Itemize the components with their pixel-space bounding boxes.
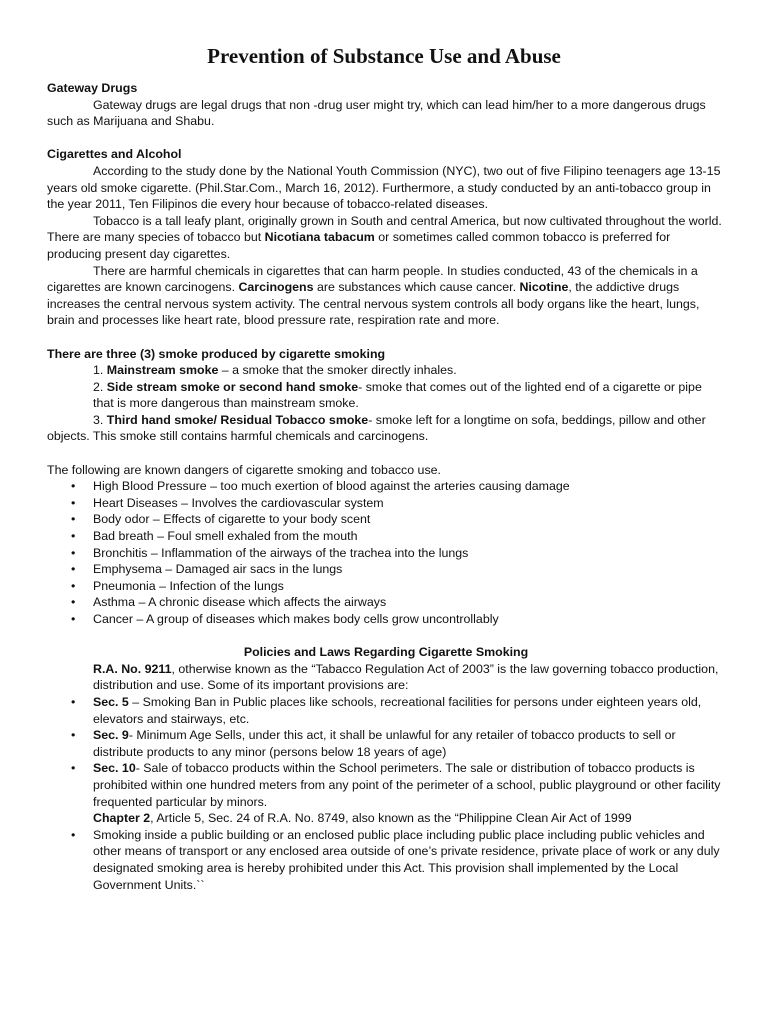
list-item: • Bronchitis – Inflammation of the airways of the trachea into the lungs — [47, 545, 725, 562]
list-item: • Heart Diseases – Involves the cardiovascular system — [47, 495, 725, 512]
cigarettes-paragraph-1: According to the study done by the National Youth Commission (NYC), two out of five Filipino teenagers age 13-15 years old smoke cigarette. (Phil.Star.Com., March 16, 2012). Furthermore, a study conducted by an anti-tobacco group in the year 2011, Ten Filipinos die every hour because of tobacco-related diseases. — [47, 163, 721, 212]
smoke-type-item: 1. Mainstream smoke – a smoke that the smoker directly inhales. — [93, 363, 457, 378]
dangers-intro: The following are known dangers of cigarette smoking and tobacco use. — [47, 462, 441, 477]
list-item: • Sec. 10- Sale of tobacco products within the School perimeters. The sale or distribution of tobacco products is prohibited within one hundred meters from any point of the perimeter of a school, public playground or other facility frequented particular by minors. — [47, 760, 725, 810]
cigarettes-paragraph-3: There are harmful chemicals in cigarettes that can harm people. In studies conducted, 43 of the chemicals in a cigarettes are known carcinogens. Carcinogens are substances which cause cancer. Nicotine, the addictive drugs increases the central nervous system activity. The central nervous system controls all body organs like the heart, lungs, brain and processes like heart rate, blood pressure rate, respiration rate and more. — [47, 263, 700, 328]
smoke-type-item: 3. Third hand smoke/ Residual Tobacco smoke- smoke left for a longtime on sofa, beddings, pillow and other objects. This smoke still contains harmful chemicals and carcinogens. — [47, 412, 706, 444]
provisions-list — [47, 694, 725, 810]
cigarettes-heading: Cigarettes and Alcohol — [47, 147, 182, 162]
list-item: • Pneumonia – Infection of the lungs — [47, 578, 725, 595]
list-item: • Asthma – A chronic disease which affects the airways — [47, 594, 725, 611]
list-item: • Smoking inside a public building or an enclosed public place including public place including public vehicles and other means of transport or any enclosed area outside of one’s private residence, private place of work or any duly designated smoking area is hereby prohibited under this Act. This provision shall implemented by the Local Government Units.`` — [47, 827, 725, 893]
gateway-heading: Gateway Drugs — [47, 81, 138, 95]
ra-9211-paragraph: R.A. No. 9211, otherwise known as the “Tabacco Regulation Act of 2003” is the law governing tobacco production, distribution and use. Some of its important provisions are: — [93, 661, 719, 693]
list-item: • Cancer – A group of diseases which makes body cells grow uncontrollably — [47, 611, 725, 628]
policies-heading: Policies and Laws Regarding Cigarette Smoking — [243, 645, 529, 660]
page-title: Prevention of Substance Use and Abuse — [207, 44, 561, 68]
list-item: • Bad breath – Foul smell exhaled from the mouth — [47, 528, 725, 545]
smoke-types-heading: There are three (3) smoke produced by cigarette smoking — [47, 346, 386, 361]
clean-air-list — [47, 827, 725, 893]
list-item: • Body odor – Effects of cigarette to your body scent — [47, 511, 725, 528]
list-item: • Sec. 5 – Smoking Ban in Public places like schools, recreational facilities for persons under eighteen years old, elevators and stairways, etc. — [47, 694, 725, 727]
dangers-list — [47, 478, 725, 627]
list-item: • High Blood Pressure – too much exertion of blood against the arteries causing damage — [47, 478, 725, 495]
cigarettes-paragraph-2: Tobacco is a tall leafy plant, originally grown in South and central America, but now cultivated throughout the world. There are many species of tobacco but Nicotiana tabacum or sometimes called common tobacco is preferred for producing present day cigarettes. — [47, 213, 722, 261]
gateway-paragraph: Gateway drugs are legal drugs that non -drug user might try, which can lead him/her to a more dangerous drugs such as Marijuana and Shabu. — [47, 97, 706, 129]
chapter-2-paragraph: Chapter 2, Article 5, Sec. 24 of R.A. No. 8749, also known as the “Philippine Clean Air Act of 1999 — [93, 811, 632, 826]
smoke-type-item: 2. Side stream smoke or second hand smoke- smoke that comes out of the lighted end of a cigarette or pipe that is more dangerous than mainstream smoke. — [93, 379, 702, 411]
document-body — [47, 80, 725, 893]
list-item: • Emphysema – Damaged air sacs in the lungs — [47, 561, 725, 578]
list-item: • Sec. 9- Minimum Age Sells, under this act, it shall be unlawful for any retailer of tobacco products to sell or distribute products to any minor (persons below 18 years of age) — [47, 727, 725, 760]
